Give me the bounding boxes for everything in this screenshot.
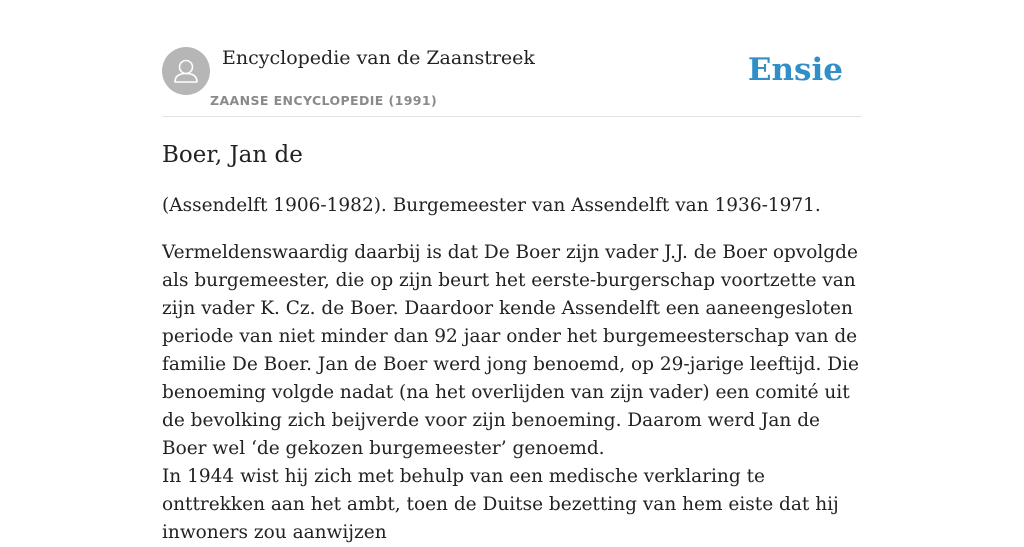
source-title[interactable]: Encyclopedie van de Zaanstreek [222, 47, 535, 69]
article-paragraph: In 1944 wist hij zich met behulp van een medische verklaring te onttrekken aan het ambt, toen de Duitse bezetting van hem eiste dat hij inwoners zou aanwijzen [162, 466, 839, 543]
page-container [162, 0, 862, 543]
article-paragraph-intro: (Assendelft 1906-1982). Burgemeester van Assendelft van 1936-1971. [162, 195, 821, 216]
ensie-logo[interactable]: Ensie [747, 52, 843, 88]
user-placeholder-icon [162, 47, 210, 95]
article-title: Boer, Jan de [162, 142, 303, 168]
article-paragraph: Vermeldenswaardig daarbij is dat De Boer zijn vader J.J. de Boer opvolgde als burgemeester, die op zijn beurt het eerste-burgerschap voortzette van zijn vader K. Cz. de Boer. Daardoor kende Assendelft een aaneengesloten periode van niet minder dan 92 jaar onder het burgemeesterschap van de familie De Boer. Jan de Boer werd jong benoemd, op 29-jarige leeftijd. Die benoeming volgde nadat (na het overlijden van zijn vader) een comité uit de bevolking zich beijverde voor zijn benoeming. Daarom werd Jan de Boer wel ‘de gekozen burgemeester’ genoemd. [162, 242, 859, 459]
source-subtitle[interactable]: ZAANSE ENCYCLOPEDIE (1991) [210, 93, 438, 108]
source-header [162, 0, 862, 117]
